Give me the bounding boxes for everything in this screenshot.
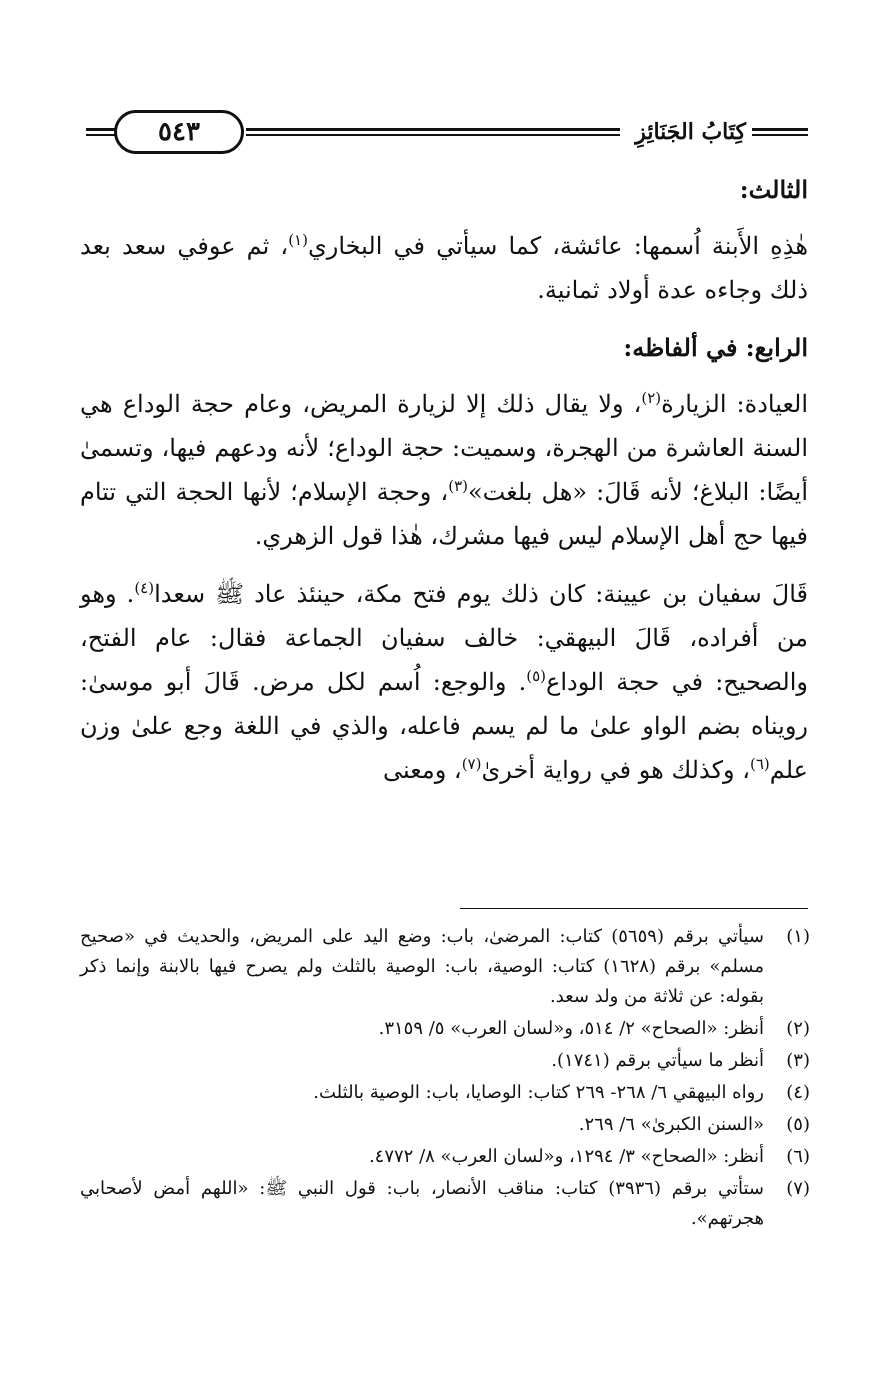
paragraph-third	[80, 224, 808, 312]
text-segment: . والوجع: اُسم لكل مرض. قَالَ أبو موسىٰ: رويناه بضم الواو علىٰ ما لم يسم فاعله، والذي في اللغة وجع علىٰ وزن علم	[80, 668, 808, 784]
footnote-number: (١)	[786, 926, 810, 947]
footnote-text: سيأتي برقم (٥٦٥٩) كتاب: المرضىٰ، باب: وضع اليد على المريض، والحديث في «صحيح مسلم» برقم (١٦٢٨) كتاب: الوصية، باب: الوصية بالثلث ولم يصرح فيها بالابنة وإنما ذكر بقوله: عن ثلاثة من ولد سعد.	[80, 926, 764, 1007]
footnote-ref-2[interactable]: (٢)	[641, 389, 662, 407]
footnote-6	[80, 1142, 810, 1172]
footnote-ref-3[interactable]: (٣)	[448, 477, 468, 495]
main-text	[80, 168, 808, 806]
footnotes	[80, 922, 810, 1236]
footnote-text: رواه البيهقي ٦/ ٢٦٨- ٢٦٩ كتاب: الوصايا، باب: الوصية بالثلث.	[313, 1082, 764, 1103]
footnote-4	[80, 1078, 810, 1108]
text-segment: ، ثم عوفي سعد بعد ذلك وجاءه عدة أولاد ثمانية.	[80, 232, 808, 304]
footnote-number: (٢)	[786, 1018, 810, 1039]
footnote-text: أنظر: «الصحاح» ٢/ ٥١٤، و«لسان العرب» ٥/ ٣١٥٩.	[378, 1018, 764, 1039]
footnote-5	[80, 1110, 810, 1140]
footnote-3	[80, 1046, 810, 1076]
footnote-number: (٤)	[786, 1082, 810, 1103]
running-title: كِتَابُ الجَنَائِزِ	[620, 110, 746, 154]
page-number: ٥٤٣	[114, 110, 244, 154]
footnote-number: (٧)	[786, 1178, 810, 1199]
footnote-number: (٣)	[786, 1050, 810, 1071]
footnote-text: «السنن الكبرىٰ» ٦/ ٢٦٩.	[578, 1114, 764, 1135]
footnote-1	[80, 922, 810, 1012]
footnote-ref-7[interactable]: (٧)	[461, 755, 482, 773]
footnote-ref-1[interactable]: (١)	[288, 231, 308, 249]
text-segment: العيادة: الزيارة	[661, 390, 809, 418]
footnote-7	[80, 1174, 810, 1234]
footnote-text: ستأتي برقم (٣٩٣٦) كتاب: مناقب الأنصار، باب: قول النبي ﷺ: «اللهم أمض لأصحابي هجرتهم».	[80, 1178, 764, 1229]
footnote-number: (٦)	[786, 1146, 810, 1167]
header-rule-left	[86, 128, 116, 136]
text-segment: ، وكذلك هو في رواية أخرىٰ	[481, 756, 750, 784]
text-segment: . وهو من أفراده، قَالَ البيهقي: خالف سفيان الجماعة فقال: عام الفتح، والصحيح: في حجة الوداع	[80, 580, 808, 696]
page-header	[86, 110, 808, 160]
footnote-text: أنظر ما سيأتي برقم (١٧٤١).	[551, 1050, 764, 1071]
section-heading-third: الثالث:	[739, 175, 808, 204]
footnote-ref-6[interactable]: (٦)	[749, 755, 770, 773]
text-segment: ، ومعنى	[383, 756, 462, 784]
text-segment: هٰذِهِ الأَبنة اُسمها: عائشة، كما سيأتي في البخاري	[307, 232, 809, 260]
footnote-ref-5[interactable]: (٥)	[526, 667, 547, 685]
text-segment: قَالَ سفيان بن عيينة: كان ذلك يوم فتح مكة، حينئذ عاد ﷺ سعدا	[154, 580, 808, 608]
paragraph-sufyan	[80, 572, 808, 792]
paragraph-fourth	[80, 382, 808, 558]
footnote-ref-4[interactable]: (٤)	[134, 579, 155, 597]
text-segment: ، ولا يقال ذلك إلا لزيارة المريض، وعام حجة الوداع هي السنة العاشرة من الهجرة، وسميت: حجة الوداع؛ لأنه ودعهم فيها، وتسمىٰ أيضًا: البلاغ؛ لأنه قَالَ: «هل بلغت»	[80, 390, 808, 506]
section-heading-fourth: الرابع: في ألفاظه:	[623, 333, 808, 362]
footnote-text: أنظر: «الصحاح» ٣/ ١٢٩٤، و«لسان العرب» ٨/ ٤٧٧٢.	[368, 1146, 764, 1167]
footnote-separator	[460, 908, 808, 909]
footnote-number: (٥)	[786, 1114, 810, 1135]
text-segment: ، وحجة الإسلام؛ لأنها الحجة التي تتام فيها حج أهل الإسلام ليس فيها مشرك، هٰذا قول الزهري.	[80, 478, 808, 550]
footnote-2	[80, 1014, 810, 1044]
header-rule-right	[752, 128, 808, 136]
